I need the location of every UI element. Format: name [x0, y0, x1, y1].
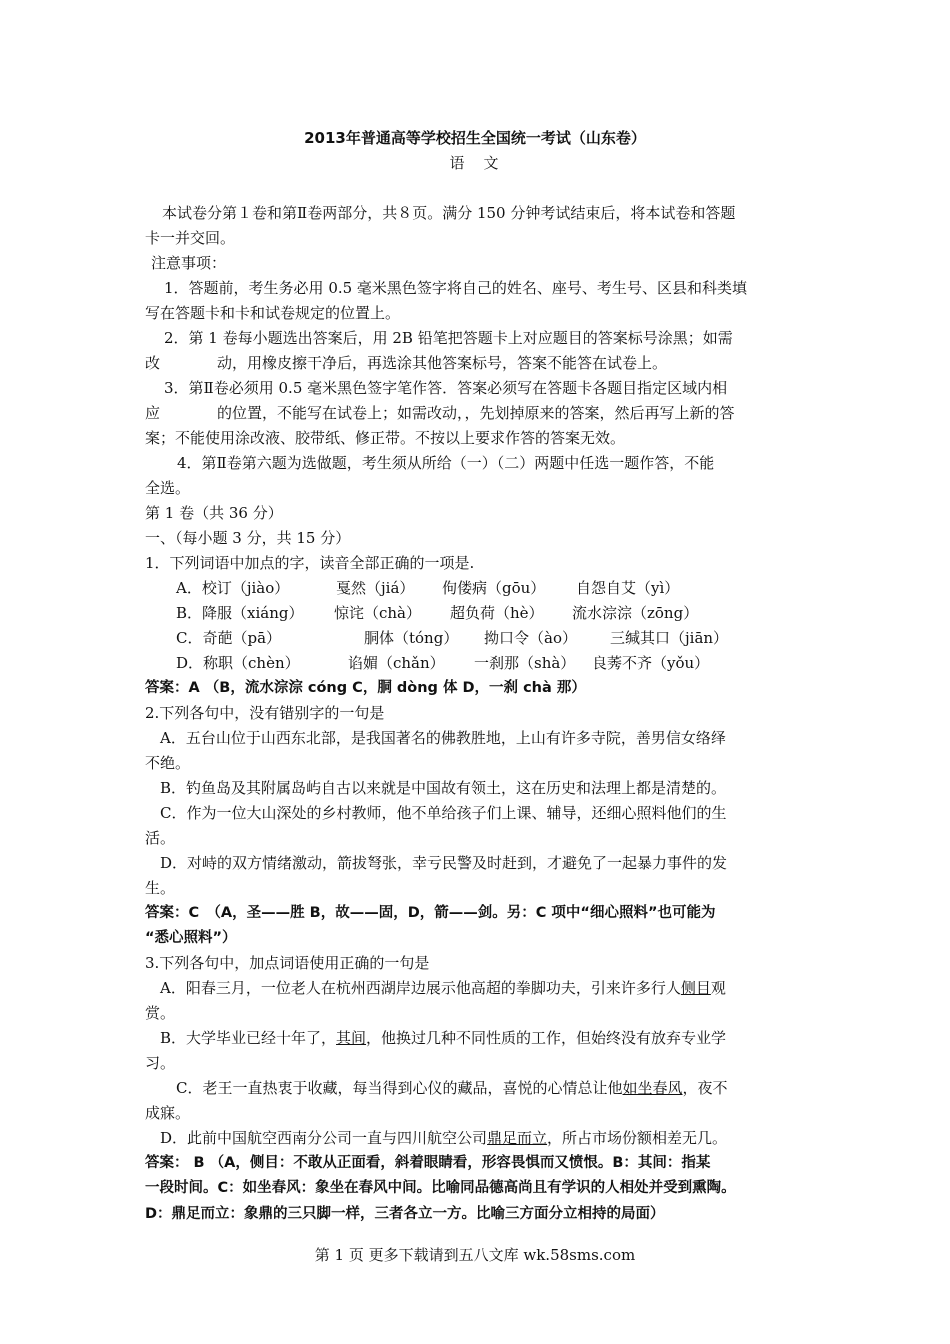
q1-answer: 答案：A （B，流水淙淙 cóng C，胴 dòng 体 D，一刹 chà 那）	[145, 680, 586, 696]
notice-1-line-2: 写在答题卡和卡和试卷规定的位置上。	[145, 304, 401, 322]
q3-b-text-end: ，他换过几种不同性质的工作，但始终没有放弃专业学	[366, 1029, 727, 1047]
q3-option-b-line-2: 习。	[145, 1054, 176, 1072]
exam-title: 2013年普通高等学校招生全国统一考试（山东卷）	[304, 129, 646, 147]
q1-d-item: 一刹那（shà）	[474, 654, 576, 672]
notice-heading: 注意事项：	[151, 254, 227, 272]
notice-1-line-1: 1．答题前，考生务必用 0.5 毫米黑色签字将自己的姓名、座号、考生号、区县和科类填	[164, 279, 747, 297]
q3-option-a-line-1	[160, 978, 726, 998]
q1-d-item: D．称职（chèn）	[176, 654, 300, 672]
q3-answer-line-1: 答案： B （A，侧目：不敢从正面看，斜着眼睛看，形容畏惧而又愤恨。B：其间：指某	[145, 1155, 711, 1171]
q3-a-marked-phrase: 侧目	[680, 979, 711, 997]
group-1-heading: 一、（每小题 3 分，共 15 分）	[145, 529, 351, 547]
q3-c-text-end: ，夜不	[682, 1079, 728, 1097]
q2-option-a-line-2: 不绝。	[145, 754, 191, 772]
q3-stem: 3.下列各句中，加点词语使用正确的一句是	[145, 954, 430, 972]
subject-title: 语 文	[449, 154, 501, 172]
q3-d-marked-phrase: 鼎足而立	[487, 1129, 548, 1147]
q1-a-item: 佝偻病（gōu）	[442, 579, 546, 597]
notice-2-line-1: 2．第 1 卷每小题选出答案后，用 2B 铅笔把答题卡上对应题目的答案标号涂黑；如需	[164, 329, 733, 347]
intro-line-2: 卡一并交回。	[145, 229, 236, 247]
q1-stem: 1．下列词语中加点的字，读音全部正确的一项是.	[145, 554, 475, 572]
notice-3-line-2b: 的位置，不能写在试卷上；如需改动，，先划掉原来的答案，然后再写上新的答	[217, 404, 735, 422]
q3-option-d	[160, 1128, 727, 1148]
notice-3-line-3: 案；不能使用涂改液、胶带纸、修正带。不按以上要求作答的答案无效。	[145, 429, 626, 447]
q1-c-item: 胴体（tóng）	[364, 629, 459, 647]
q1-b-item: 流水淙淙（zōng）	[572, 604, 699, 622]
q3-d-text: D．此前中国航空西南分公司一直与四川航空公司	[160, 1129, 488, 1147]
q1-c-item: 三缄其口（jiān）	[610, 629, 729, 647]
q3-answer-line-2: 一段时间。C：如坐春风：象坐在春风中间。比喻同品德高尚且有学识的人相处并受到熏陶。	[145, 1180, 736, 1196]
notice-2-line-2a: 改	[145, 354, 161, 372]
notice-2-line-2b: 动，用橡皮擦干净后，再选涂其他答案标号，答案不能答在试卷上。	[217, 354, 668, 372]
q3-b-text: B．大学毕业已经十年了，	[160, 1029, 337, 1047]
notice-3-line-2a: 应	[145, 404, 161, 422]
q1-b-item: 惊诧（chà）	[334, 604, 422, 622]
q3-option-b-line-1	[160, 1028, 726, 1048]
q1-d-item: 良莠不齐（yǒu）	[592, 654, 710, 672]
q3-option-c-line-2: 成寐。	[145, 1104, 191, 1122]
q3-answer-line-3	[145, 1203, 665, 1224]
q1-c-item: C．奇葩（pā）	[176, 629, 282, 647]
q1-b-item: B．降服（xiáng）	[176, 604, 304, 622]
q2-option-d-line-1: D．对峙的双方情绪激动，箭拔弩张，幸亏民警及时赶到，才避免了一起暴力事件的发	[160, 854, 728, 872]
q2-option-c-line-1: C．作为一位大山深处的乡村教师，他不单给孩子们上课、辅导，还细心照料他们的生	[160, 804, 727, 822]
q3-b-marked-phrase: 其间	[336, 1029, 367, 1047]
q1-a-item: A．校订（jiào）	[176, 579, 290, 597]
q3-d-text-end: ，所占市场份额相差无几。	[547, 1129, 728, 1147]
intro-line-1: 本试卷分第１卷和第Ⅱ卷两部分，共８页。满分 150 分钟考试结束后，将本试卷和答题	[162, 204, 736, 222]
q3-a-text-end: 观	[710, 979, 726, 997]
q2-option-b: B．钓鱼岛及其附属岛屿自古以来就是中国故有领土，这在历史和法理上都是清楚的。	[160, 779, 727, 797]
q2-answer-line-1: 答案：C （A，圣——胜 B，故——固，D，箭——剑。另：C 项中“细心照料”也可能为	[145, 905, 716, 921]
q2-option-d-line-2: 生。	[145, 879, 176, 897]
notice-4-line-1: 4．第Ⅱ卷第六题为选做题，考生须从所给（一）（二）两题中任选一题作答，不能	[177, 454, 715, 472]
q3-option-c-line-1	[176, 1078, 728, 1098]
q2-option-a-line-1: A．五台山位于山西东北部，是我国著名的佛教胜地，上山有许多寺院，善男信女络绎	[160, 729, 726, 747]
q2-answer-line-2: “悉心照料”）	[145, 930, 237, 946]
q2-stem: 2.下列各句中，没有错别字的一句是	[145, 704, 385, 722]
q1-a-item: 戛然（jiá）	[336, 579, 415, 597]
q1-b-item: 超负荷（hè）	[450, 604, 544, 622]
q1-d-item: 谄媚（chǎn）	[348, 654, 445, 672]
q2-option-c-line-2: 活。	[145, 829, 176, 847]
q3-answer-text: 象鼎的三只脚一样，三者各立一方。比喻三方面分立相持的局面）	[244, 1206, 665, 1222]
q1-c-item: 拗口令（ào）	[484, 629, 577, 647]
part-1-heading: 第 1 卷（共 36 分）	[145, 504, 283, 522]
q3-option-a-line-2: 赏。	[145, 1004, 176, 1022]
notice-4-line-2: 全选。	[145, 479, 191, 497]
q3-c-text: C．老王一直热衷于收藏，每当得到心仪的藏品，喜悦的心情总让他	[176, 1079, 623, 1097]
q3-c-marked-phrase: 如坐春风	[622, 1079, 683, 1097]
page-footer: 第 1 页 更多下载请到五八文库 wk.58sms.com	[314, 1246, 636, 1264]
q1-a-item: 自怨自艾（yì）	[576, 579, 680, 597]
q3-a-text: A．阳春三月，一位老人在杭州西湖岸边展示他高超的拳脚功夫，引来许多行人	[160, 979, 681, 997]
q3-answer-label: D：鼎足而立：	[145, 1206, 245, 1222]
notice-3-line-1: 3．第Ⅱ卷必须用 0.5 毫米黑色签字笔作答．答案必须写在答题卡各题目指定区域内相	[164, 379, 728, 397]
